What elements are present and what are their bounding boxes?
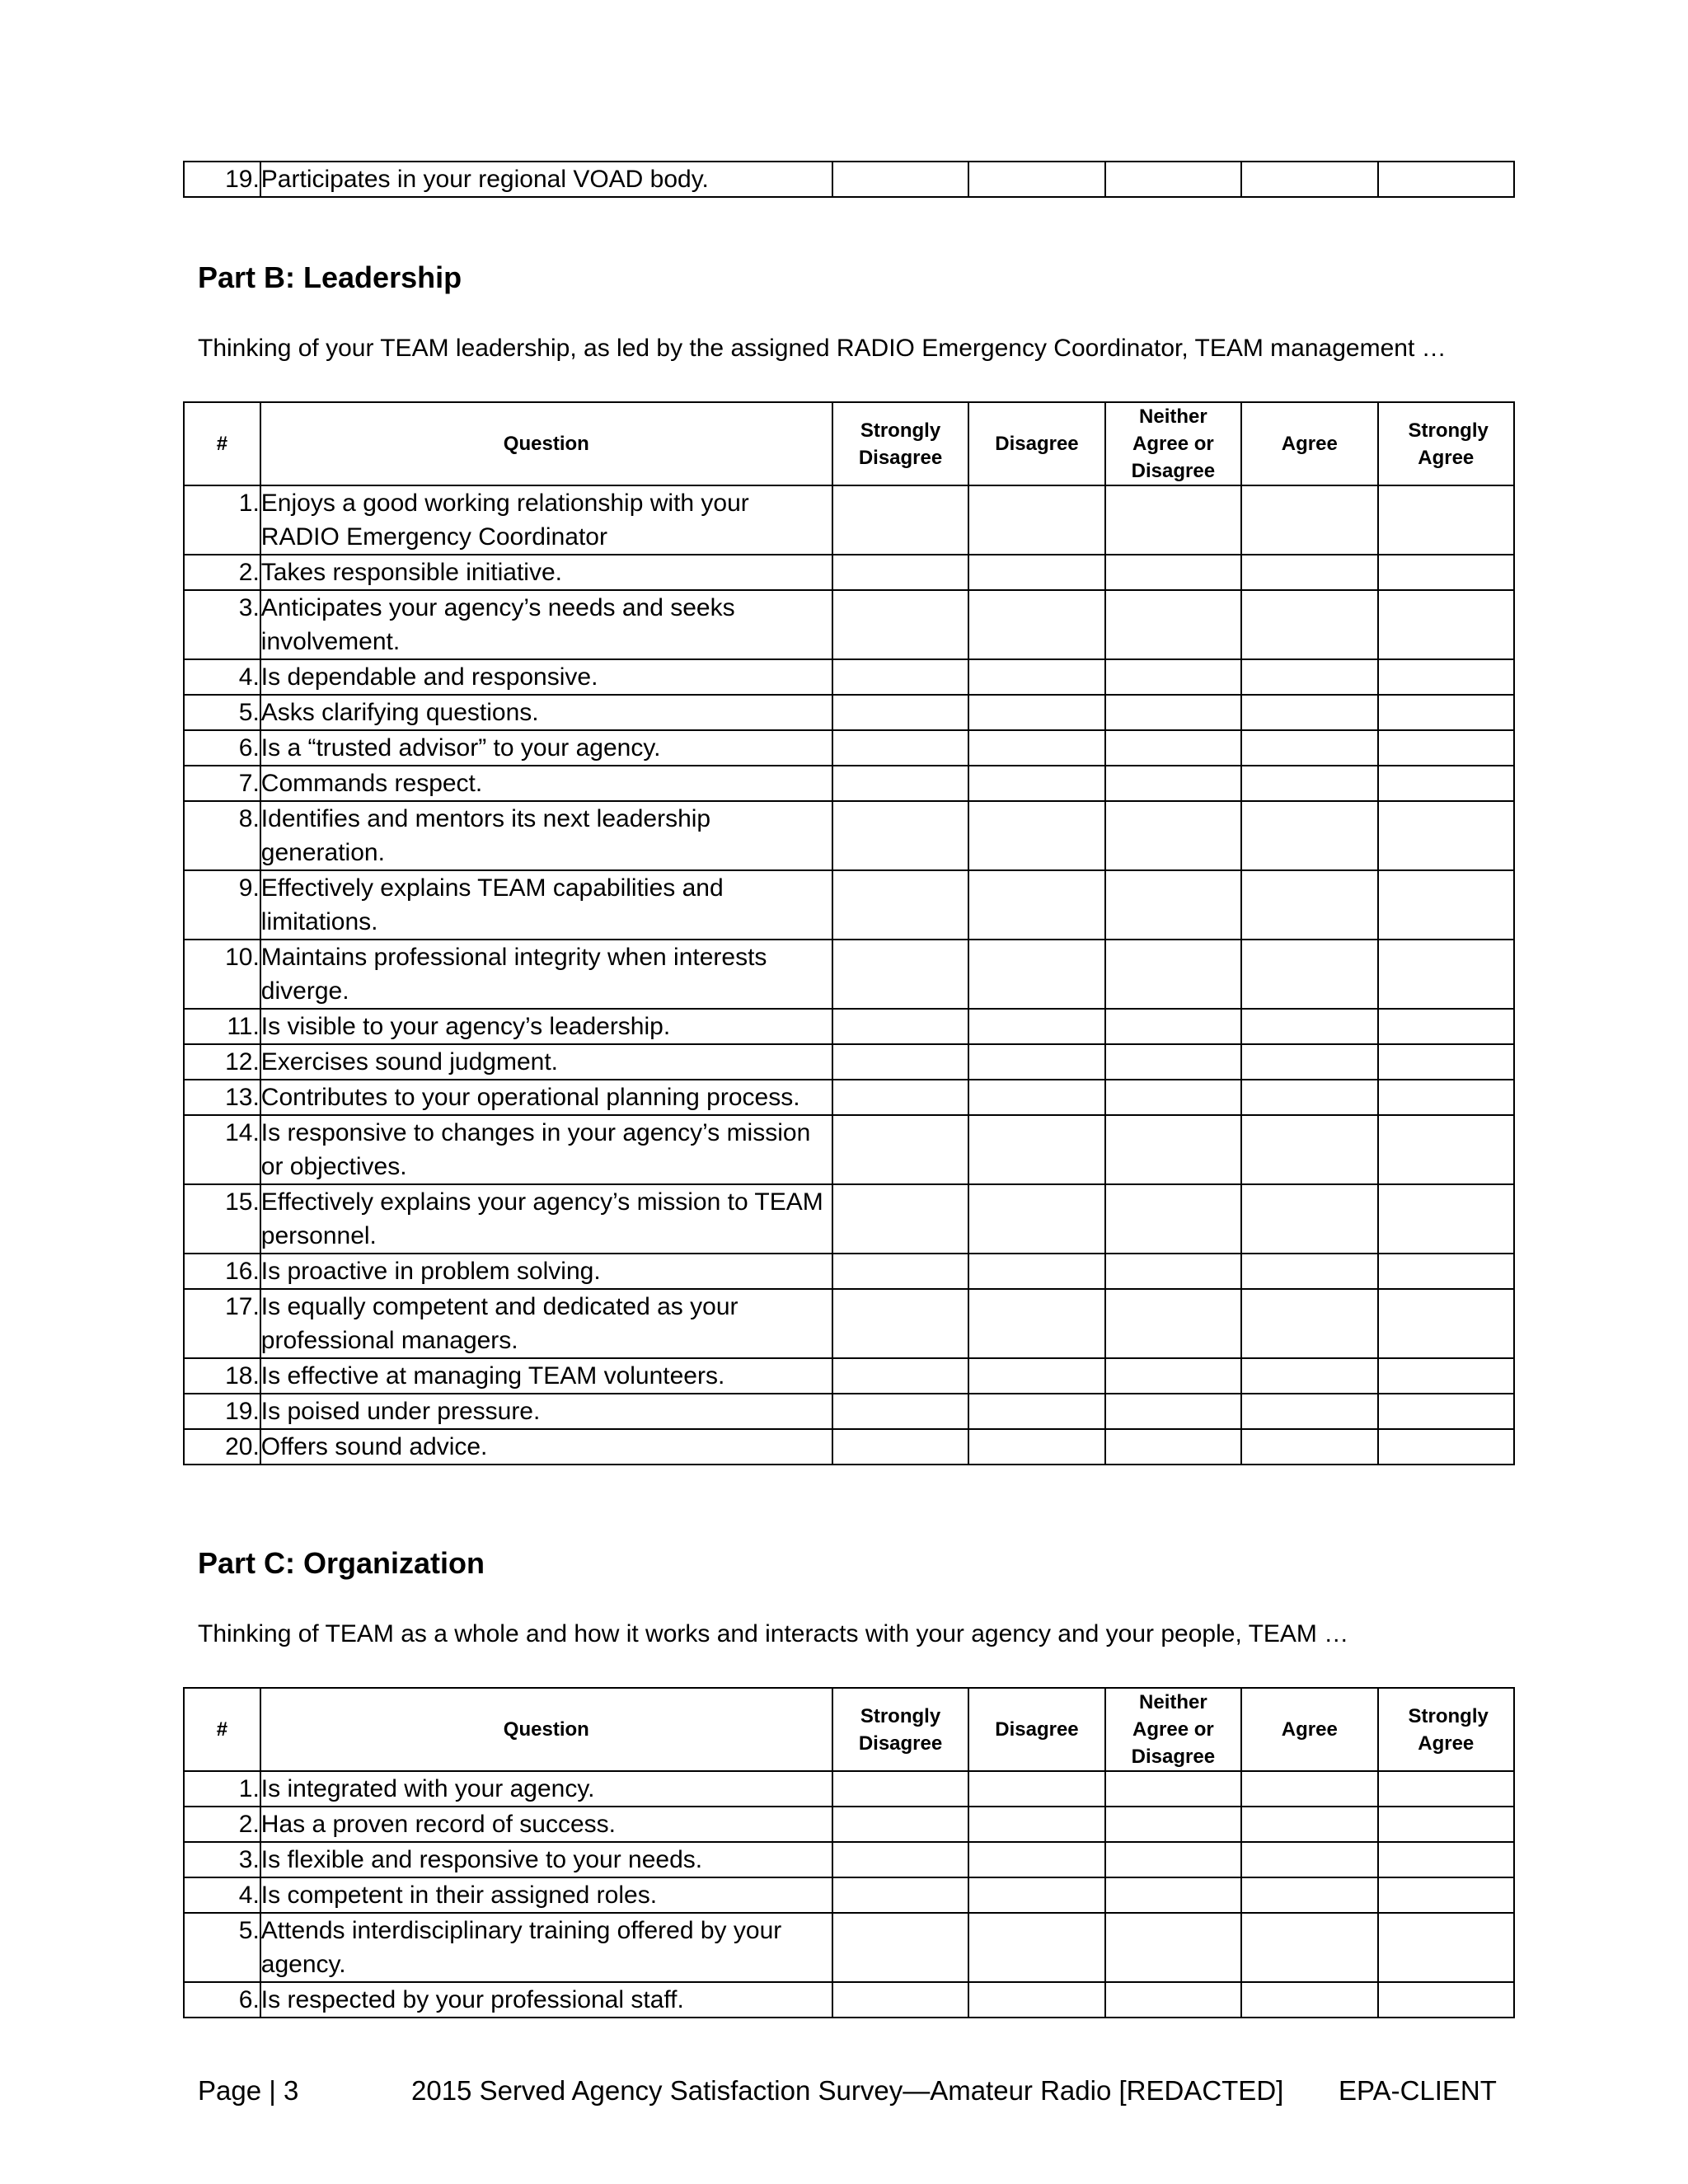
response-cell-agree[interactable]: [1241, 940, 1377, 1009]
table-row: [184, 940, 1514, 1009]
response-cell-neither[interactable]: [1105, 1771, 1241, 1807]
table-row: [184, 1394, 1514, 1429]
response-cell-strongly-disagree[interactable]: [832, 555, 968, 590]
response-cell-agree[interactable]: [1241, 1807, 1377, 1842]
question-number: 4.: [184, 1877, 260, 1913]
response-cell-strongly-disagree[interactable]: [832, 162, 968, 197]
question-text: Is effective at managing TEAM volunteers.: [260, 1358, 832, 1394]
response-cell-strongly-disagree[interactable]: [832, 1009, 968, 1044]
header-strongly-disagree: Strongly Disagree: [832, 1688, 968, 1771]
question-text: Anticipates your agency’s needs and seeks involvement.: [260, 590, 832, 659]
question-text: Commands respect.: [260, 766, 832, 801]
question-number: 6.: [184, 1982, 260, 2018]
response-cell-disagree[interactable]: [968, 1913, 1104, 1982]
question-number: 11.: [184, 1009, 260, 1044]
question-text: Contributes to your operational planning process.: [260, 1080, 832, 1115]
response-cell-strongly-disagree[interactable]: [832, 1115, 968, 1184]
response-cell-strongly-disagree[interactable]: [832, 730, 968, 766]
response-cell-neither[interactable]: [1105, 1429, 1241, 1465]
response-cell-agree[interactable]: [1241, 1877, 1377, 1913]
response-cell-strongly-agree[interactable]: [1378, 1080, 1515, 1115]
response-cell-neither[interactable]: [1105, 590, 1241, 659]
table-row: [184, 1913, 1514, 1982]
question-text: Enjoys a good working relationship with your RADIO Emergency Coordinator: [260, 485, 832, 555]
response-cell-strongly-agree[interactable]: [1378, 1358, 1515, 1394]
response-cell-neither[interactable]: [1105, 1877, 1241, 1913]
response-cell-agree[interactable]: [1241, 1982, 1377, 2018]
question-text: Attends interdisciplinary training offered by your agency.: [260, 1913, 832, 1982]
response-cell-disagree[interactable]: [968, 485, 1104, 555]
response-cell-strongly-agree[interactable]: [1378, 766, 1515, 801]
response-cell-agree[interactable]: [1241, 1289, 1377, 1358]
question-text: Is dependable and responsive.: [260, 659, 832, 695]
response-cell-agree[interactable]: [1241, 162, 1377, 197]
question-number: 1.: [184, 1771, 260, 1807]
response-cell-disagree[interactable]: [968, 1289, 1104, 1358]
header-num: #: [184, 1688, 260, 1771]
footer-client: EPA-CLIENT: [1339, 2075, 1497, 2106]
response-cell-neither[interactable]: [1105, 766, 1241, 801]
response-cell-neither[interactable]: [1105, 695, 1241, 730]
response-cell-strongly-disagree[interactable]: [832, 1044, 968, 1080]
response-cell-neither[interactable]: [1105, 940, 1241, 1009]
response-cell-neither[interactable]: [1105, 1184, 1241, 1254]
response-cell-strongly-agree[interactable]: [1378, 1982, 1515, 2018]
response-cell-disagree[interactable]: [968, 1358, 1104, 1394]
header-neither: Neither Agree or Disagree: [1105, 1688, 1241, 1771]
table-row: [184, 555, 1514, 590]
question-number: 9.: [184, 870, 260, 940]
response-cell-agree[interactable]: [1241, 1115, 1377, 1184]
header-agree: Agree: [1241, 1688, 1377, 1771]
survey-table-part-c: [183, 1687, 1515, 2018]
question-text: Is competent in their assigned roles.: [260, 1877, 832, 1913]
table-row: [184, 1009, 1514, 1044]
header-num: #: [184, 402, 260, 485]
question-number: 7.: [184, 766, 260, 801]
response-cell-disagree[interactable]: [968, 590, 1104, 659]
response-cell-strongly-agree[interactable]: [1378, 659, 1515, 695]
response-cell-strongly-disagree[interactable]: [832, 1877, 968, 1913]
question-number: 17.: [184, 1289, 260, 1358]
response-cell-strongly-disagree[interactable]: [832, 1771, 968, 1807]
response-cell-strongly-agree[interactable]: [1378, 1044, 1515, 1080]
response-cell-disagree[interactable]: [968, 1807, 1104, 1842]
response-cell-agree[interactable]: [1241, 1358, 1377, 1394]
table-row: [184, 1877, 1514, 1913]
table-row: [184, 870, 1514, 940]
response-cell-agree[interactable]: [1241, 659, 1377, 695]
table-row: [184, 1044, 1514, 1080]
response-cell-strongly-agree[interactable]: [1378, 590, 1515, 659]
response-cell-strongly-agree[interactable]: [1378, 1807, 1515, 1842]
response-cell-strongly-disagree[interactable]: [832, 1429, 968, 1465]
response-cell-neither[interactable]: [1105, 1358, 1241, 1394]
response-cell-strongly-disagree[interactable]: [832, 1358, 968, 1394]
footer-document-title: 2015 Served Agency Satisfaction Survey—Amateur Radio [REDACTED]: [411, 2075, 1284, 2106]
question-number: 10.: [184, 940, 260, 1009]
response-cell-agree[interactable]: [1241, 485, 1377, 555]
table-row: [184, 730, 1514, 766]
response-cell-disagree[interactable]: [968, 1009, 1104, 1044]
question-text: Is a “trusted advisor” to your agency.: [260, 730, 832, 766]
question-number: 5.: [184, 1913, 260, 1982]
response-cell-neither[interactable]: [1105, 730, 1241, 766]
response-cell-neither[interactable]: [1105, 1807, 1241, 1842]
response-cell-agree[interactable]: [1241, 555, 1377, 590]
response-cell-strongly-disagree[interactable]: [832, 870, 968, 940]
response-cell-strongly-agree[interactable]: [1378, 1842, 1515, 1877]
question-number: 6.: [184, 730, 260, 766]
response-cell-strongly-agree[interactable]: [1378, 1289, 1515, 1358]
response-cell-agree[interactable]: [1241, 1044, 1377, 1080]
response-cell-agree[interactable]: [1241, 1429, 1377, 1465]
question-text: Asks clarifying questions.: [260, 695, 832, 730]
question-text: Exercises sound judgment.: [260, 1044, 832, 1080]
response-cell-strongly-agree[interactable]: [1378, 870, 1515, 940]
response-cell-disagree[interactable]: [968, 1254, 1104, 1289]
response-cell-agree[interactable]: [1241, 695, 1377, 730]
question-text: Effectively explains your agency’s mission to TEAM personnel.: [260, 1184, 832, 1254]
response-cell-disagree[interactable]: [968, 1842, 1104, 1877]
header-question: Question: [260, 402, 832, 485]
response-cell-disagree[interactable]: [968, 1115, 1104, 1184]
question-number: 4.: [184, 659, 260, 695]
header-row: [184, 1688, 1514, 1771]
question-number: 8.: [184, 801, 260, 870]
response-cell-disagree[interactable]: [968, 1184, 1104, 1254]
question-number: 5.: [184, 695, 260, 730]
response-cell-agree[interactable]: [1241, 730, 1377, 766]
response-cell-strongly-disagree[interactable]: [832, 1289, 968, 1358]
response-cell-strongly-disagree[interactable]: [832, 1080, 968, 1115]
response-cell-disagree[interactable]: [968, 1877, 1104, 1913]
header-strongly-agree: Strongly Agree: [1378, 402, 1515, 485]
table-row: [184, 1254, 1514, 1289]
response-cell-disagree[interactable]: [968, 162, 1104, 197]
survey-table-part-b: [183, 401, 1515, 1465]
part-c-intro: Thinking of TEAM as a whole and how it works and interacts with your agency and your people, TEAM …: [198, 1620, 1349, 1647]
response-cell-strongly-agree[interactable]: [1378, 940, 1515, 1009]
response-cell-neither[interactable]: [1105, 1842, 1241, 1877]
response-cell-strongly-disagree[interactable]: [832, 659, 968, 695]
question-number: 2.: [184, 555, 260, 590]
response-cell-disagree[interactable]: [968, 1080, 1104, 1115]
response-cell-disagree[interactable]: [968, 940, 1104, 1009]
response-cell-agree[interactable]: [1241, 1184, 1377, 1254]
table-row: [184, 1429, 1514, 1465]
response-cell-neither[interactable]: [1105, 1913, 1241, 1982]
response-cell-strongly-disagree[interactable]: [832, 485, 968, 555]
table-row: [184, 801, 1514, 870]
table-row: [184, 1842, 1514, 1877]
question-number: 1.: [184, 485, 260, 555]
response-cell-disagree[interactable]: [968, 1429, 1104, 1465]
response-cell-strongly-agree[interactable]: [1378, 1771, 1515, 1807]
question-number: 12.: [184, 1044, 260, 1080]
response-cell-neither[interactable]: [1105, 801, 1241, 870]
response-cell-neither[interactable]: [1105, 1009, 1241, 1044]
response-cell-strongly-agree[interactable]: [1378, 1184, 1515, 1254]
response-cell-neither[interactable]: [1105, 1080, 1241, 1115]
header-disagree: Disagree: [968, 1688, 1104, 1771]
question-number: 15.: [184, 1184, 260, 1254]
response-cell-disagree[interactable]: [968, 555, 1104, 590]
response-cell-strongly-agree[interactable]: [1378, 1254, 1515, 1289]
response-cell-strongly-agree[interactable]: [1378, 555, 1515, 590]
response-cell-strongly-disagree[interactable]: [832, 1807, 968, 1842]
table-row: [184, 590, 1514, 659]
question-text: Identifies and mentors its next leadership generation.: [260, 801, 832, 870]
question-text: Takes responsible initiative.: [260, 555, 832, 590]
question-number: 3.: [184, 1842, 260, 1877]
question-text: Is respected by your professional staff.: [260, 1982, 832, 2018]
header-strongly-agree: Strongly Agree: [1378, 1688, 1515, 1771]
question-number: 13.: [184, 1080, 260, 1115]
header-row: [184, 402, 1514, 485]
question-number: 19.: [184, 162, 260, 197]
part-c-title: Part C: Organization: [198, 1546, 485, 1580]
table-row: [184, 162, 1514, 197]
response-cell-disagree[interactable]: [968, 695, 1104, 730]
table-row: [184, 766, 1514, 801]
response-cell-strongly-agree[interactable]: [1378, 695, 1515, 730]
table-row: [184, 695, 1514, 730]
question-text: Is visible to your agency’s leadership.: [260, 1009, 832, 1044]
table-row: [184, 1080, 1514, 1115]
question-text: Offers sound advice.: [260, 1429, 832, 1465]
response-cell-disagree[interactable]: [968, 766, 1104, 801]
question-number: 16.: [184, 1254, 260, 1289]
response-cell-disagree[interactable]: [968, 801, 1104, 870]
table-row: [184, 1982, 1514, 2018]
response-cell-neither[interactable]: [1105, 485, 1241, 555]
response-cell-agree[interactable]: [1241, 590, 1377, 659]
header-agree: Agree: [1241, 402, 1377, 485]
question-number: 3.: [184, 590, 260, 659]
response-cell-disagree[interactable]: [968, 1771, 1104, 1807]
response-cell-strongly-disagree[interactable]: [832, 1184, 968, 1254]
header-neither: Neither Agree or Disagree: [1105, 402, 1241, 485]
question-text: Is flexible and responsive to your needs.: [260, 1842, 832, 1877]
response-cell-strongly-disagree[interactable]: [832, 1982, 968, 2018]
response-cell-agree[interactable]: [1241, 1254, 1377, 1289]
response-cell-neither[interactable]: [1105, 555, 1241, 590]
response-cell-neither[interactable]: [1105, 1394, 1241, 1429]
table-row: [184, 1184, 1514, 1254]
response-cell-neither[interactable]: [1105, 1115, 1241, 1184]
response-cell-strongly-agree[interactable]: [1378, 1115, 1515, 1184]
response-cell-disagree[interactable]: [968, 1394, 1104, 1429]
table-row: [184, 1807, 1514, 1842]
response-cell-strongly-agree[interactable]: [1378, 485, 1515, 555]
question-text: Is equally competent and dedicated as your professional managers.: [260, 1289, 832, 1358]
header-question: Question: [260, 1688, 832, 1771]
response-cell-strongly-disagree[interactable]: [832, 1394, 968, 1429]
response-cell-neither[interactable]: [1105, 1289, 1241, 1358]
response-cell-strongly-disagree[interactable]: [832, 1913, 968, 1982]
question-text: Is poised under pressure.: [260, 1394, 832, 1429]
response-cell-agree[interactable]: [1241, 1394, 1377, 1429]
response-cell-agree[interactable]: [1241, 801, 1377, 870]
response-cell-strongly-agree[interactable]: [1378, 162, 1515, 197]
response-cell-strongly-disagree[interactable]: [832, 940, 968, 1009]
response-cell-agree[interactable]: [1241, 870, 1377, 940]
question-text: Is responsive to changes in your agency’s mission or objectives.: [260, 1115, 832, 1184]
response-cell-strongly-disagree[interactable]: [832, 801, 968, 870]
question-text: Is integrated with your agency.: [260, 1771, 832, 1807]
response-cell-strongly-agree[interactable]: [1378, 1009, 1515, 1044]
response-cell-disagree[interactable]: [968, 1982, 1104, 2018]
response-cell-strongly-agree[interactable]: [1378, 730, 1515, 766]
question-number: 19.: [184, 1394, 260, 1429]
response-cell-strongly-agree[interactable]: [1378, 1913, 1515, 1982]
response-cell-strongly-disagree[interactable]: [832, 766, 968, 801]
response-cell-strongly-disagree[interactable]: [832, 590, 968, 659]
response-cell-agree[interactable]: [1241, 1913, 1377, 1982]
part-b-title: Part B: Leadership: [198, 260, 462, 294]
response-cell-neither[interactable]: [1105, 1254, 1241, 1289]
response-cell-neither[interactable]: [1105, 1982, 1241, 2018]
table-row: [184, 485, 1514, 555]
header-disagree: Disagree: [968, 402, 1104, 485]
question-number: 20.: [184, 1429, 260, 1465]
part-b-intro: Thinking of your TEAM leadership, as led by the assigned RADIO Emergency Coordinator, TEAM management …: [198, 335, 1447, 362]
table-row: [184, 1115, 1514, 1184]
table-row: [184, 1771, 1514, 1807]
question-number: 14.: [184, 1115, 260, 1184]
response-cell-strongly-agree[interactable]: [1378, 1429, 1515, 1465]
response-cell-neither[interactable]: [1105, 1044, 1241, 1080]
response-cell-strongly-agree[interactable]: [1378, 1394, 1515, 1429]
response-cell-strongly-agree[interactable]: [1378, 801, 1515, 870]
response-cell-agree[interactable]: [1241, 766, 1377, 801]
response-cell-agree[interactable]: [1241, 1771, 1377, 1807]
table-row: [184, 1358, 1514, 1394]
question-text: Maintains professional integrity when interests diverge.: [260, 940, 832, 1009]
response-cell-strongly-disagree[interactable]: [832, 1842, 968, 1877]
header-strongly-disagree: Strongly Disagree: [832, 402, 968, 485]
question-number: 2.: [184, 1807, 260, 1842]
response-cell-strongly-disagree[interactable]: [832, 695, 968, 730]
response-cell-disagree[interactable]: [968, 870, 1104, 940]
response-cell-neither[interactable]: [1105, 870, 1241, 940]
survey-table-part-a-continued: [183, 161, 1515, 198]
response-cell-strongly-disagree[interactable]: [832, 1254, 968, 1289]
response-cell-agree[interactable]: [1241, 1009, 1377, 1044]
response-cell-disagree[interactable]: [968, 730, 1104, 766]
question-text: Is proactive in problem solving.: [260, 1254, 832, 1289]
response-cell-agree[interactable]: [1241, 1080, 1377, 1115]
response-cell-strongly-agree[interactable]: [1378, 1877, 1515, 1913]
response-cell-agree[interactable]: [1241, 1842, 1377, 1877]
response-cell-disagree[interactable]: [968, 1044, 1104, 1080]
question-text: Effectively explains TEAM capabilities and limitations.: [260, 870, 832, 940]
response-cell-disagree[interactable]: [968, 659, 1104, 695]
table-row: [184, 1289, 1514, 1358]
response-cell-neither[interactable]: [1105, 659, 1241, 695]
question-number: 18.: [184, 1358, 260, 1394]
question-text: Participates in your regional VOAD body.: [260, 162, 832, 197]
footer-page-number: Page | 3: [198, 2075, 299, 2106]
table-row: [184, 659, 1514, 695]
response-cell-neither[interactable]: [1105, 162, 1241, 197]
question-text: Has a proven record of success.: [260, 1807, 832, 1842]
